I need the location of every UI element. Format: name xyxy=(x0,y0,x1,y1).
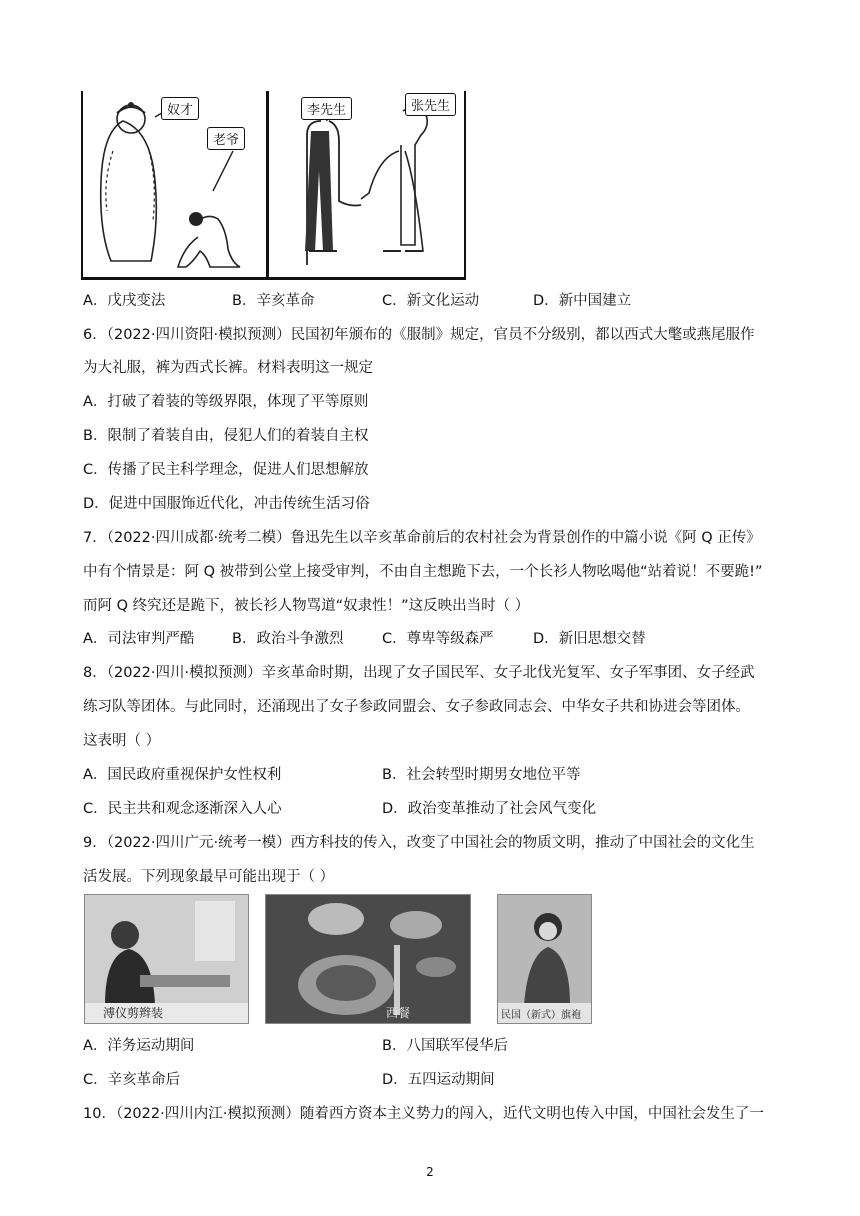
cartoon-drawing xyxy=(83,91,464,277)
bubble-nucai: 奴才 xyxy=(161,97,199,120)
q6-option-c: C．传播了民主科学理念，促进人们思想解放 xyxy=(83,462,369,478)
q8-option-c: C．民主共和观念逐渐深入人心 xyxy=(83,801,282,817)
caption-qipao: 民国（新式）旗袍 xyxy=(501,1010,581,1021)
photo-qipao-drawing xyxy=(498,895,591,1023)
q5-option-b: B．辛亥革命 xyxy=(232,293,315,309)
q9-option-d: D．五四运动期间 xyxy=(382,1072,495,1088)
bubble-li: 李先生 xyxy=(301,97,352,120)
q6-option-b: B．限制了着装自由，侵犯人们的着装自主权 xyxy=(83,428,369,444)
q9-option-c: C．辛亥革命后 xyxy=(83,1072,181,1088)
cartoon-divider xyxy=(266,91,269,277)
page-number: 2 xyxy=(426,1165,434,1179)
q6-stem-line2: 为大礼服，裤为西式长裤。材料表明这一规定 xyxy=(83,360,373,376)
q10-stem-line1: 10．（2022·四川内江·模拟预测）随着西方资本主义势力的闯入，近代文明也传入中国，中国社会发生了一 xyxy=(83,1106,764,1122)
bubble-laoye: 老爷 xyxy=(207,127,245,150)
caption-western-meal: 西餐 xyxy=(386,1006,411,1020)
caption-puyi: 溥仪剪辫装 xyxy=(103,1006,164,1020)
q9-option-a: A．洋务运动期间 xyxy=(83,1038,195,1054)
photo-western-meal-drawing xyxy=(266,895,470,1023)
q8-option-a: A．国民政府重视保护女性权利 xyxy=(83,767,282,783)
q5-option-a: A．戊戌变法 xyxy=(83,293,166,309)
q8-stem-line1: 8．（2022·四川·模拟预测）辛亥革命时期，出现了女子国民军、女子北伐光复军、女子军事团、女子经武 xyxy=(83,665,755,681)
q7-option-b: B．政治斗争激烈 xyxy=(232,631,344,647)
q9-option-b: B．八国联军侵华后 xyxy=(382,1038,508,1054)
q6-option-a: A．打破了着装的等级界限，体现了平等原则 xyxy=(83,394,369,410)
photo-puyi xyxy=(84,894,249,1024)
q9-stem-line1: 9．（2022·四川广元·统考一模）西方科技的传入，改变了中国社会的物质文明，推动了中国社会的文化生 xyxy=(83,835,755,851)
q9-stem-line2: 活发展。下列现象最早可能出现于（ ） xyxy=(83,869,335,885)
q8-option-d: D．政治变革推动了社会风气变化 xyxy=(382,801,597,817)
q6-stem-line1: 6．（2022·四川资阳·模拟预测）民国初年颁布的《服制》规定，官员不分级别，都以西式大氅或燕尾服作 xyxy=(83,327,755,343)
bubble-zhang: 张先生 xyxy=(405,93,456,116)
q8-stem-line2: 练习队等团体。与此同时，还涌现出了女子参政同盟会、女子参政同志会、中华女子共和协进会等团体。 xyxy=(83,699,750,715)
q7-option-a: A．司法审判严酷 xyxy=(83,631,195,647)
q7-stem-line2: 中有个情景是：阿 Q 被带到公堂上接受审判，不由自主想跪下去，一个长衫人物吆喝他“站着说！不要跪!” xyxy=(83,564,763,580)
cartoon-figure xyxy=(81,91,466,280)
photo-western-meal xyxy=(265,894,471,1024)
q8-stem-line3: 这表明（ ） xyxy=(83,733,161,749)
photo-qipao xyxy=(497,894,592,1024)
q7-stem-line3: 而阿 Q 终究还是跪下，被长衫人物骂道“奴隶性！”这反映出当时（ ） xyxy=(83,598,530,614)
q5-option-c: C．新文化运动 xyxy=(382,293,480,309)
q7-option-d: D．新旧思想交替 xyxy=(533,631,646,647)
q8-option-b: B．社会转型时期男女地位平等 xyxy=(382,767,581,783)
q5-option-d: D．新中国建立 xyxy=(533,293,632,309)
q7-option-c: C．尊卑等级森严 xyxy=(382,631,494,647)
q7-stem-line1: 7．（2022·四川成都·统考二模）鲁迅先生以辛亥革命前后的农村社会为背景创作的中篇小说《阿 Q 正传》 xyxy=(83,530,761,546)
q6-option-d: D．促进中国服饰近代化，冲击传统生活习俗 xyxy=(83,496,370,512)
